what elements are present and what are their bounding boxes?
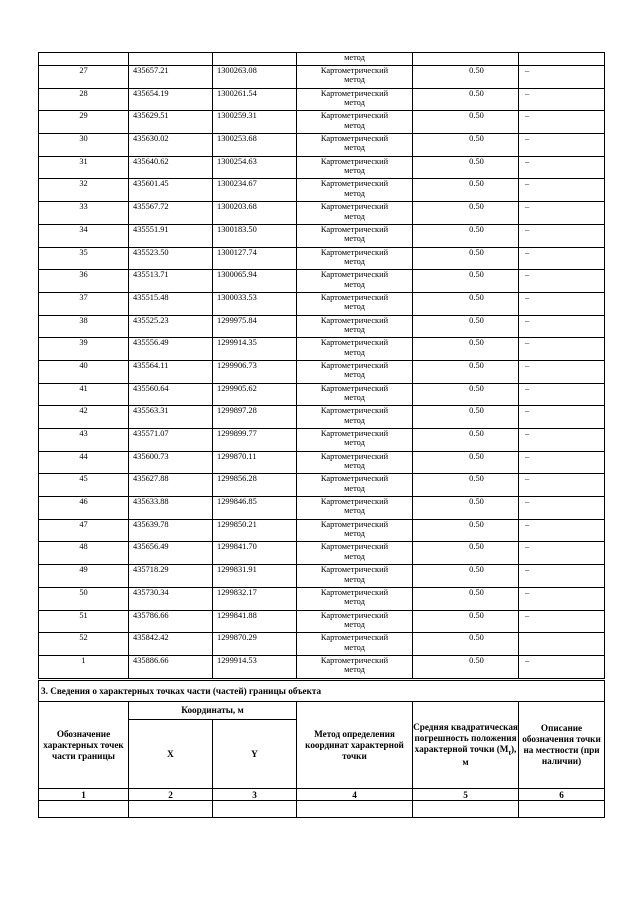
method [297,111,413,134]
description: – [519,202,605,225]
method [297,565,413,588]
coord-y: 1299897.28 [213,406,297,429]
table-row [39,587,605,610]
description: – [519,542,605,565]
accuracy: 0.50 [413,315,519,338]
coord-y: 1299850.21 [213,519,297,542]
table-row [39,292,605,315]
table-row [39,111,605,134]
table-row [39,156,605,179]
coord-y: 1299841.70 [213,542,297,565]
accuracy: 0.50 [413,202,519,225]
method-line: Картометрический [320,247,389,257]
accuracy: 0.50 [413,270,519,293]
point-number: 32 [39,179,129,202]
point-number: 51 [39,610,129,633]
coord-x: 435560.64 [129,383,213,406]
method-line: Картометрический [320,88,389,98]
point-number: 1 [39,655,129,678]
description: – [519,292,605,315]
method [297,451,413,474]
header-accuracy-tail: ), м [462,743,517,768]
accuracy: 0.50 [413,497,519,520]
coord-y: 1300261.54 [213,88,297,111]
method-line: Картометрический [320,406,389,416]
point-number: 39 [39,338,129,361]
empty-cell [39,801,129,818]
table-row [39,66,605,89]
point-number: 45 [39,474,129,497]
description [519,633,605,656]
cell-empty [129,53,213,66]
accuracy: 0.50 [413,610,519,633]
point-number: 31 [39,156,129,179]
coord-y: 1299856.28 [213,474,297,497]
table-row [39,247,605,270]
method-line: метод [344,506,365,516]
header-designation: Обозначение характерных точек части границы [39,702,129,789]
point-number: 41 [39,383,129,406]
description: – [519,66,605,89]
point-number: 43 [39,429,129,452]
accuracy: 0.50 [413,519,519,542]
method-line: Картометрический [320,292,389,302]
coord-x: 435730.34 [129,587,213,610]
header-y: Y [213,720,297,789]
section3-table [38,680,605,818]
method-line: метод [344,120,365,130]
point-number: 47 [39,519,129,542]
accuracy: 0.50 [413,156,519,179]
method-line: Картометрический [320,383,389,393]
coord-x: 435627.88 [129,474,213,497]
method-line: метод [344,302,365,312]
method-line: метод [344,166,365,176]
coord-y: 1299914.35 [213,338,297,361]
description: – [519,474,605,497]
table-row [39,610,605,633]
method-line: Картометрический [320,519,389,529]
coord-x: 435601.45 [129,179,213,202]
method-line: Картометрический [320,224,389,234]
point-number: 33 [39,202,129,225]
description: – [519,270,605,293]
table-row [39,270,605,293]
method-line: метод [344,211,365,221]
description: – [519,224,605,247]
header-description: Описание обозначения точки на местности (при наличии) [519,702,605,789]
table-row [39,383,605,406]
coord-x: 435629.51 [129,111,213,134]
coord-x: 435525.23 [129,315,213,338]
method [297,315,413,338]
coord-y: 1300065.94 [213,270,297,293]
coord-x: 435630.02 [129,134,213,157]
method-line: метод [344,438,365,448]
method [297,655,413,678]
method-line: Картометрический [320,111,389,121]
coord-x: 435657.21 [129,66,213,89]
empty-cell [129,801,213,818]
table-row [39,474,605,497]
accuracy: 0.50 [413,587,519,610]
coord-x: 435513.71 [129,270,213,293]
method-tail: метод [297,53,413,66]
description: – [519,565,605,588]
header-accuracy-main: Средняя квадратическая погрешность положения характерной точки (M [413,721,518,754]
method-line: метод [344,279,365,289]
coord-y: 1299831.91 [213,565,297,588]
point-number: 52 [39,633,129,656]
coord-x: 435640.62 [129,156,213,179]
method-line: Картометрический [320,565,389,575]
method [297,134,413,157]
cell-empty [39,53,129,66]
method-line: Картометрический [320,202,389,212]
description: – [519,519,605,542]
description: – [519,406,605,429]
coord-y: 1300234.67 [213,179,297,202]
coord-y: 1300259.31 [213,111,297,134]
table-row [39,451,605,474]
description: – [519,247,605,270]
point-number: 49 [39,565,129,588]
point-number: 40 [39,360,129,383]
coord-x: 435656.49 [129,542,213,565]
accuracy: 0.50 [413,66,519,89]
header-x: X [129,720,213,789]
method [297,383,413,406]
method-line: метод [344,665,365,675]
description: – [519,360,605,383]
accuracy: 0.50 [413,111,519,134]
accuracy: 0.50 [413,542,519,565]
coord-y: 1300203.68 [213,202,297,225]
method [297,202,413,225]
cell-empty [413,53,519,66]
point-number: 28 [39,88,129,111]
table-row [39,88,605,111]
method [297,633,413,656]
method-line: Картометрический [320,542,389,552]
column-number: 3 [213,789,297,801]
method-line: Картометрический [320,451,389,461]
empty-cell [413,801,519,818]
point-number: 48 [39,542,129,565]
accuracy: 0.50 [413,565,519,588]
accuracy: 0.50 [413,179,519,202]
coord-x: 435571.07 [129,429,213,452]
method-line: метод [344,234,365,244]
point-number: 37 [39,292,129,315]
coord-x: 435523.50 [129,247,213,270]
coord-x: 435886.66 [129,655,213,678]
method [297,497,413,520]
method-line: метод [344,415,365,425]
coord-x: 435600.73 [129,451,213,474]
method-line: метод [344,529,365,539]
coord-x: 435718.29 [129,565,213,588]
point-number: 34 [39,224,129,247]
method-line: Картометрический [320,610,389,620]
method-line: Картометрический [320,338,389,348]
description: – [519,429,605,452]
method-line: метод [344,597,365,607]
coord-y: 1299846.85 [213,497,297,520]
accuracy: 0.50 [413,292,519,315]
method-line: метод [344,370,365,380]
point-number: 30 [39,134,129,157]
accuracy: 0.50 [413,247,519,270]
column-number: 5 [413,789,519,801]
coord-y: 1300127.74 [213,247,297,270]
coord-y: 1300263.08 [213,66,297,89]
description: – [519,179,605,202]
accuracy: 0.50 [413,406,519,429]
point-number: 46 [39,497,129,520]
section3-title: 3. Сведения о характерных точках части (частей) границы объекта [39,681,605,702]
accuracy: 0.50 [413,338,519,361]
method-line: метод [344,143,365,153]
point-number: 29 [39,111,129,134]
header-accuracy [413,702,519,789]
method [297,429,413,452]
coord-x: 435567.72 [129,202,213,225]
point-number: 42 [39,406,129,429]
accuracy: 0.50 [413,429,519,452]
method [297,610,413,633]
column-number: 6 [519,789,605,801]
accuracy: 0.50 [413,360,519,383]
accuracy: 0.50 [413,88,519,111]
method-line: Картометрический [320,497,389,507]
description: – [519,383,605,406]
description: – [519,338,605,361]
method-line: метод [344,619,365,629]
method-line: метод [344,75,365,85]
accuracy: 0.50 [413,474,519,497]
method [297,360,413,383]
method [297,270,413,293]
coord-y: 1299906.73 [213,360,297,383]
description: – [519,451,605,474]
description: – [519,88,605,111]
coord-y: 1299870.11 [213,451,297,474]
empty-cell [519,801,605,818]
method-line: Картометрический [320,587,389,597]
point-number: 50 [39,587,129,610]
header-accuracy-sub: t [508,747,511,757]
table-row [39,179,605,202]
accuracy: 0.50 [413,451,519,474]
method [297,156,413,179]
method-line: Картометрический [320,315,389,325]
coord-y: 1299832.17 [213,587,297,610]
boundary-points-table [38,52,605,679]
method [297,406,413,429]
method [297,587,413,610]
description: – [519,587,605,610]
method [297,179,413,202]
coord-x: 435564.11 [129,360,213,383]
table-row [39,202,605,225]
accuracy: 0.50 [413,655,519,678]
empty-cell [297,801,413,818]
accuracy: 0.50 [413,224,519,247]
cell-empty [519,53,605,66]
description: – [519,111,605,134]
description: – [519,156,605,179]
method [297,474,413,497]
method-line: метод [344,574,365,584]
column-number: 1 [39,789,129,801]
table-row [39,633,605,656]
method-line: метод [344,461,365,471]
table-row [39,565,605,588]
method-line: метод [344,393,365,403]
point-number: 27 [39,66,129,89]
description: – [519,315,605,338]
coord-y: 1300254.63 [213,156,297,179]
method-line: Картометрический [320,633,389,643]
method-line: метод [344,324,365,334]
table-row [39,315,605,338]
coord-x: 435639.78 [129,519,213,542]
method-line: метод [344,551,365,561]
coord-x: 435563.31 [129,406,213,429]
table-row [39,519,605,542]
point-number: 44 [39,451,129,474]
coord-y: 1300253.68 [213,134,297,157]
header-method: Метод определения координат характерной точки [297,702,413,789]
coord-y: 1299870.29 [213,633,297,656]
coord-x: 435786.66 [129,610,213,633]
coord-y: 1299905.62 [213,383,297,406]
table-row [39,429,605,452]
method [297,88,413,111]
method-line: метод [344,256,365,266]
table-row [39,655,605,678]
table-row [39,134,605,157]
method [297,542,413,565]
method-line: Картометрический [320,270,389,280]
method [297,519,413,542]
accuracy: 0.50 [413,134,519,157]
method-line: Картометрический [320,360,389,370]
empty-cell [213,801,297,818]
method-line: метод [344,483,365,493]
method-line: метод [344,98,365,108]
accuracy: 0.50 [413,633,519,656]
method-line: Картометрический [320,156,389,166]
continued-row [39,53,605,66]
table-row [39,360,605,383]
cell-empty [213,53,297,66]
method [297,66,413,89]
method-line: Картометрический [320,134,389,144]
description: – [519,655,605,678]
coord-y: 1299841.88 [213,610,297,633]
method-line: Картометрический [320,66,389,75]
column-number: 4 [297,789,413,801]
coord-x: 435633.88 [129,497,213,520]
description: – [519,497,605,520]
description: – [519,610,605,633]
method-line: Картометрический [320,429,389,438]
method [297,224,413,247]
point-number: 36 [39,270,129,293]
method-line: Картометрический [320,655,389,665]
coord-x: 435842.42 [129,633,213,656]
point-number: 38 [39,315,129,338]
method [297,247,413,270]
column-number: 2 [129,789,213,801]
coord-x: 435556.49 [129,338,213,361]
table-row [39,338,605,361]
method [297,338,413,361]
method-line: метод [344,347,365,357]
coord-y: 1299975.84 [213,315,297,338]
method-line: Картометрический [320,474,389,484]
description: – [519,134,605,157]
table-row [39,497,605,520]
table-row [39,406,605,429]
coord-y: 1299914.53 [213,655,297,678]
table-row [39,542,605,565]
accuracy: 0.50 [413,383,519,406]
table-row [39,224,605,247]
coord-y: 1300183.50 [213,224,297,247]
coord-y: 1299899.77 [213,429,297,452]
method [297,292,413,315]
point-number: 35 [39,247,129,270]
coord-x: 435654.19 [129,88,213,111]
method-line: метод [344,642,365,652]
coord-x: 435551.91 [129,224,213,247]
coord-x: 435515.48 [129,292,213,315]
coord-y: 1300033.53 [213,292,297,315]
method-line: метод [344,188,365,198]
method-line: Картометрический [320,179,389,189]
header-coordinates: Координаты, м [129,702,297,720]
